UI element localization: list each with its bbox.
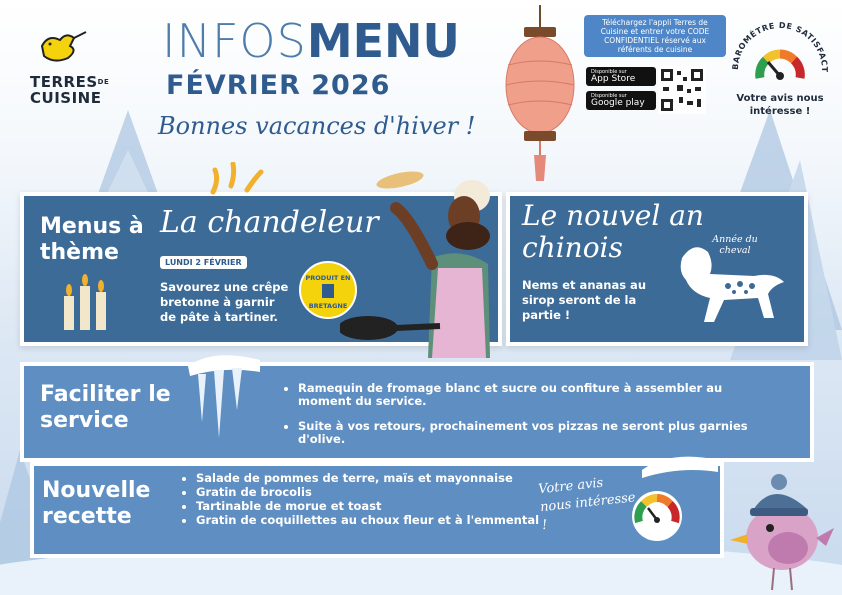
service-item: • Ramequin de fromage blanc et sucre ou confiture à assembler au moment du service. — [298, 382, 768, 408]
svg-text:PRODUIT EN: PRODUIT EN — [305, 274, 351, 282]
chandeleur-date: LUNDI 2 FÉVRIER — [160, 256, 247, 269]
barometer-caption: Votre avis nous intéresse ! — [736, 93, 824, 117]
svg-text:BAROMÈTRE DE SATISFACTION: BAROMÈTRE DE SATISFACT — [730, 20, 830, 73]
service-section-title: Faciliter le service — [40, 382, 171, 433]
chandeleur-title: La chandeleur — [160, 205, 379, 240]
year-of-horse-note: Année du cheval — [712, 234, 758, 256]
sparkle-rays-icon — [205, 162, 275, 202]
barometer-gauge-icon — [728, 8, 832, 88]
horse-papercut-icon — [664, 238, 794, 328]
themes-section-title: Menus à thème — [40, 214, 144, 265]
qr-code-icon[interactable] — [658, 66, 706, 114]
candles-icon — [54, 272, 118, 332]
brand-logo — [30, 28, 109, 106]
page-title: INFOSMENU — [162, 14, 460, 68]
feedback-gauge-icon[interactable] — [628, 490, 686, 542]
chandeleur-description: Savourez une crêpe bretonne à garnir de pâte à tartiner. — [160, 280, 289, 324]
icicles-decoration — [184, 350, 264, 440]
chef-illustration — [340, 168, 500, 358]
google-play-badge[interactable]: Disponible sur Google play — [586, 91, 656, 110]
svg-text:BRETAGNE: BRETAGNE — [308, 302, 348, 310]
lantern-icon — [500, 5, 580, 185]
app-store-badge[interactable]: Disponible sur App Store — [586, 67, 656, 86]
recipe-item: • Gratin de brocolis — [196, 486, 566, 499]
service-list — [282, 382, 768, 447]
recipes-feedback-note: Votre avis nous intéresse ! — [537, 475, 637, 534]
recipe-item: • Tartinable de morue et toast — [196, 500, 566, 513]
recipes-list — [180, 472, 566, 528]
app-download-text: Téléchargez l'appli Terres de Cuisine et entrer votre CODE CONFIDENTIEL réservé aux référents de cuisine — [584, 15, 726, 57]
bird-logo-icon — [30, 28, 90, 70]
edition-date: FÉVRIER 2026 — [166, 70, 391, 101]
recipes-section-title: Nouvelle recette — [42, 478, 151, 529]
nouvel-an-title: Le nouvel an chinois — [522, 199, 704, 264]
brand-name: $TERRES^{DE}$ CUISINE — [30, 73, 110, 107]
holiday-greeting: Bonnes vacances d'hiver ! — [158, 112, 476, 140]
snow-cap-decoration — [640, 450, 720, 480]
recipe-item: • Salade de pommes de terre, maïs et mayonnaise — [196, 472, 566, 485]
nouvel-an-description: Nems et ananas au sirop seront de la partie ! — [522, 278, 647, 322]
satisfaction-barometer[interactable] — [728, 8, 832, 126]
bird-mascot-illustration — [722, 468, 838, 592]
recipe-item: • Gratin de coquillettes au choux fleur et à l'emmental — [196, 514, 566, 527]
service-item: • Suite à vos retours, prochainement vos pizzas ne seront plus garnies d'olive. — [298, 420, 768, 446]
